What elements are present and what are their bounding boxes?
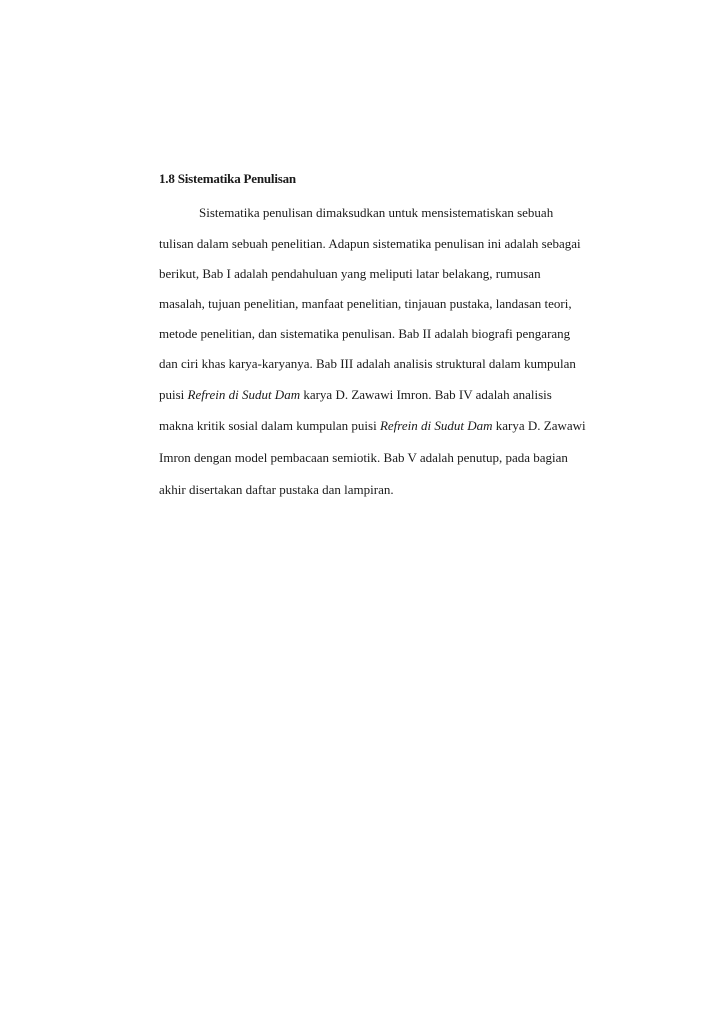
text-run: akhir disertakan daftar pustaka dan lampiran. [159,482,394,497]
text-run: berikut, Bab I adalah pendahuluan yang meliputi latar belakang, rumusan [159,266,541,281]
book-title: Refrein di Sudut Dam [187,387,301,402]
text-run: Sistematika penulisan dimaksudkan untuk mensistematiskan sebuah [199,205,554,220]
text-run: puisi [159,387,188,402]
section-heading: 1.8 Sistematika Penulisan [159,171,296,186]
text-run: karya D. Zawawi Imron. Bab IV adalah analisis [300,387,552,402]
paragraph-line [159,387,552,403]
paragraph-line [159,236,581,252]
text-run: Imron dengan model pembacaan semiotik. Bab V adalah penutup, pada bagian [159,450,568,465]
text-run: karya D. Zawawi [492,418,586,433]
text-run: masalah, tujuan penelitian, manfaat penelitian, tinjauan pustaka, landasan teori, [159,296,572,311]
text-run: tulisan dalam sebuah penelitian. Adapun sistematika penulisan ini adalah sebagai [159,236,581,251]
paragraph-line [159,450,568,466]
paragraph-line [199,205,553,221]
text-run: makna kritik sosial dalam kumpulan puisi [159,418,380,433]
paragraph-line [159,356,576,372]
paragraph-line [159,418,586,434]
text-run: dan ciri khas karya-karyanya. Bab III adalah analisis struktural dalam kumpulan [159,356,576,371]
paragraph-line [159,266,541,282]
text-run: metode penelitian, dan sistematika penulisan. Bab II adalah biografi pengarang [159,326,571,341]
paragraph-line [159,482,394,498]
book-title: Refrein di Sudut Dam [379,418,493,433]
paragraph-line [159,296,572,312]
paragraph-line [159,326,570,342]
